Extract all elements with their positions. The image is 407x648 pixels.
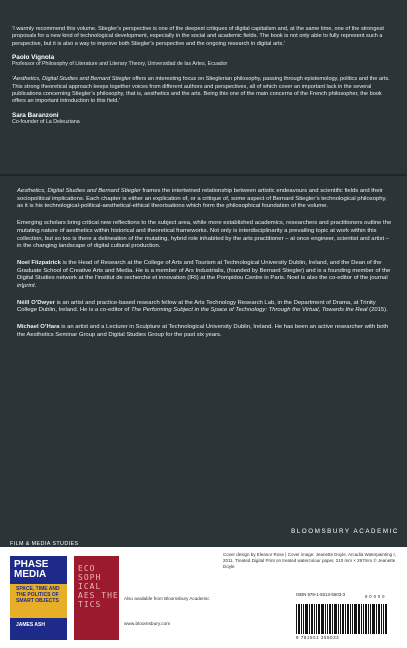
book-title: The Performing Subject in the Space of Technology: Through the Virtual, Towards the Real (130, 307, 368, 314)
barcode-bar (368, 604, 369, 634)
barcode-bar (316, 604, 317, 634)
publisher-name: BLOOMSBURY ACADEMIC (291, 528, 399, 535)
endorsements (12, 26, 394, 134)
barcode-number: 9 781501 356033 (296, 635, 340, 640)
endorsement-text: ‘I warmly recommend this volume. Stiegler’s perspective is one of the deepest critiques of digital capitalism and, at the same time, one of the strongest proposals for a new kind of technological development, especially in the social and academic fields. The book is not only able to fully represent such a perspective, but it is also a way to improve both Stiegler’s perspective and the ongoing research in digital arts.’ (12, 26, 384, 47)
book-title: ‘Aesthetics, Digital Studies and Bernard Stiegler (12, 76, 131, 83)
related-book-title: ECO SOPH ICAL AES THE TICS (78, 564, 119, 609)
barcode-bar (350, 604, 351, 634)
barcode-bar (318, 604, 320, 634)
endorsement-2 (12, 76, 394, 126)
section-divider (0, 174, 407, 176)
barcode-bar (361, 604, 362, 634)
isbn-label: ISBN 978-1-5013-5603-3 (296, 592, 346, 597)
publisher-url[interactable]: www.bloomsbury.com (124, 622, 171, 627)
editor-name: Michael O’Hara (17, 324, 60, 331)
endorsement-text (12, 76, 394, 106)
barcode-bar (311, 604, 313, 634)
editor-bio (17, 300, 393, 315)
barcode-bar (363, 604, 364, 634)
also-available-label: Also available from Bloomsbury Academic (124, 596, 210, 601)
bio-text: is an artist and a Lecturer in Sculpture at Technological University Dublin, Ireland. He has been an active researcher with both the Aesthetics Seminar Group and Digital Studies Group for the past six years. (17, 324, 389, 338)
barcode-bar (303, 604, 304, 634)
barcode-bar (376, 604, 377, 634)
barcode-bar (385, 604, 387, 634)
description-text: frames the intertwined relationship between artistic endeavours and scientific fields and their sociopolitical implications. Each chapter is either an explication of, or a critique of, some aspect of Bernard Stiegler’s technological philosophy, as it is his technological-political-aesthetical-ethical theorisations which form the philosophical foundation of the volume. (17, 188, 387, 210)
endorser-name: Sara Baranzoni (12, 111, 59, 119)
barcode-bar (321, 604, 324, 634)
barcode-bar (340, 604, 341, 634)
description-paragraph (17, 188, 393, 211)
journal-title: in|print (17, 283, 35, 290)
barcode-bar (372, 604, 375, 634)
description-paragraph: Emerging scholars bring critical new reflections to the subject area, while more established academics, researchers and practitioners outline the mutating nature of aesthetics within historical and theoretical frameworks. Not only is interdisciplinarity a prevailing topic at work within this collection, but so too is there a delineation of the mutating, hybrid role inhabited by the arts practitioner – at once engineer, scientist and artist – in the changing landscape of digital cultural production. (17, 220, 392, 250)
barcode-bar (332, 604, 333, 634)
subject-category: FILM & MEDIA STUDIES (10, 541, 79, 547)
barcode-bar (352, 604, 353, 634)
barcode-bar (338, 604, 339, 634)
barcode-bar (305, 604, 308, 634)
related-book-title: PHASE MEDIA (14, 559, 49, 580)
barcode-bar (314, 604, 315, 634)
barcode-bar (327, 604, 328, 634)
barcode-bar (381, 604, 382, 634)
cover-credit: Cover design by Eleanor Rose | Cover image: Jeanette Doyle, Arcadia Waterpainting I, 2011. Treated Digital Print on treated watercolour paper, 210 mm × 297mm © Jeanette Doyle (223, 552, 396, 569)
barcode-bar (329, 604, 331, 634)
editor-name: Néill O’Dwyer (17, 299, 55, 306)
endorsement-1 (12, 26, 394, 68)
editor-bio (17, 260, 393, 291)
related-book-author: JAMES ASH (16, 622, 45, 628)
barcode-bar (358, 604, 360, 634)
barcode-bar (298, 604, 300, 634)
bio-text: . (34, 283, 37, 290)
editor-name: Noel Fitzpatrick (17, 259, 61, 266)
price-code: 9 0 0 0 0 (365, 594, 385, 599)
barcode-bar (334, 604, 337, 634)
barcode-bar (370, 604, 371, 634)
related-book-cover[interactable] (74, 556, 119, 640)
editor-bio (17, 324, 393, 339)
book-title: Aesthetics, Digital Studies and Bernard Stiegler (17, 188, 141, 194)
endorser-role: Co-founder of La Deleuziana (12, 118, 80, 125)
blurb (17, 188, 393, 349)
barcode-icon (296, 600, 396, 634)
endorsement-body: offers an interesting focus on Stieglerian philosophy, passing through epistemology, politics and the arts. This strong theoretical approach keeps together voices from different authors and perspectives, all of which cover an important lack in the several publications concerning Stiegler’s philosophy, that is, aesthetics and the arts. Being this one of the main concerns of the French philosopher, the book offers an important introduction to this field.’ (12, 76, 390, 105)
barcode-bar (296, 604, 297, 634)
barcode-bar (342, 604, 344, 634)
barcode-bar (354, 604, 357, 634)
bio-text: (2015). (367, 307, 388, 314)
related-book-cover[interactable] (10, 556, 67, 640)
barcode-bar (378, 604, 380, 634)
barcode-bar (301, 604, 302, 634)
barcode-bar (347, 604, 349, 634)
barcode-bar (309, 604, 310, 634)
endorser-role: Professor of Philosophy of Literature and Literary Theory, Universidad de las Artes, Ecuador (12, 61, 228, 68)
endorser-name: Paolo Vignola (12, 54, 55, 62)
barcode-bar (383, 604, 384, 634)
barcode-bar (365, 604, 367, 634)
bio-text: is an artist and practice-based research fellow at the Arts Technology Research Lab, in the Department of Drama, at Trinity College Dublin, Ireland. He is a co-editor of (17, 299, 376, 314)
barcode-bar (325, 604, 326, 634)
related-book-subtitle: SPACE, TIME AND THE POLITICS OF SMART OBJECTS (16, 586, 60, 604)
bio-text: is the Head of Research at the College of Arts and Tourism at Technological University Dublin, Ireland, and the Dean of the Graduate School of Creative Arts and Media. He is a member of Ars Industrialis, (founded by Bernard Stiegler) and is a founding member of the Digital Studies network at the l’institut de recherche et innovation (IRI) at the Pompidou Centre in Paris. Noel is also the co-editor of the journal (17, 259, 391, 282)
barcode-bar (345, 604, 346, 634)
